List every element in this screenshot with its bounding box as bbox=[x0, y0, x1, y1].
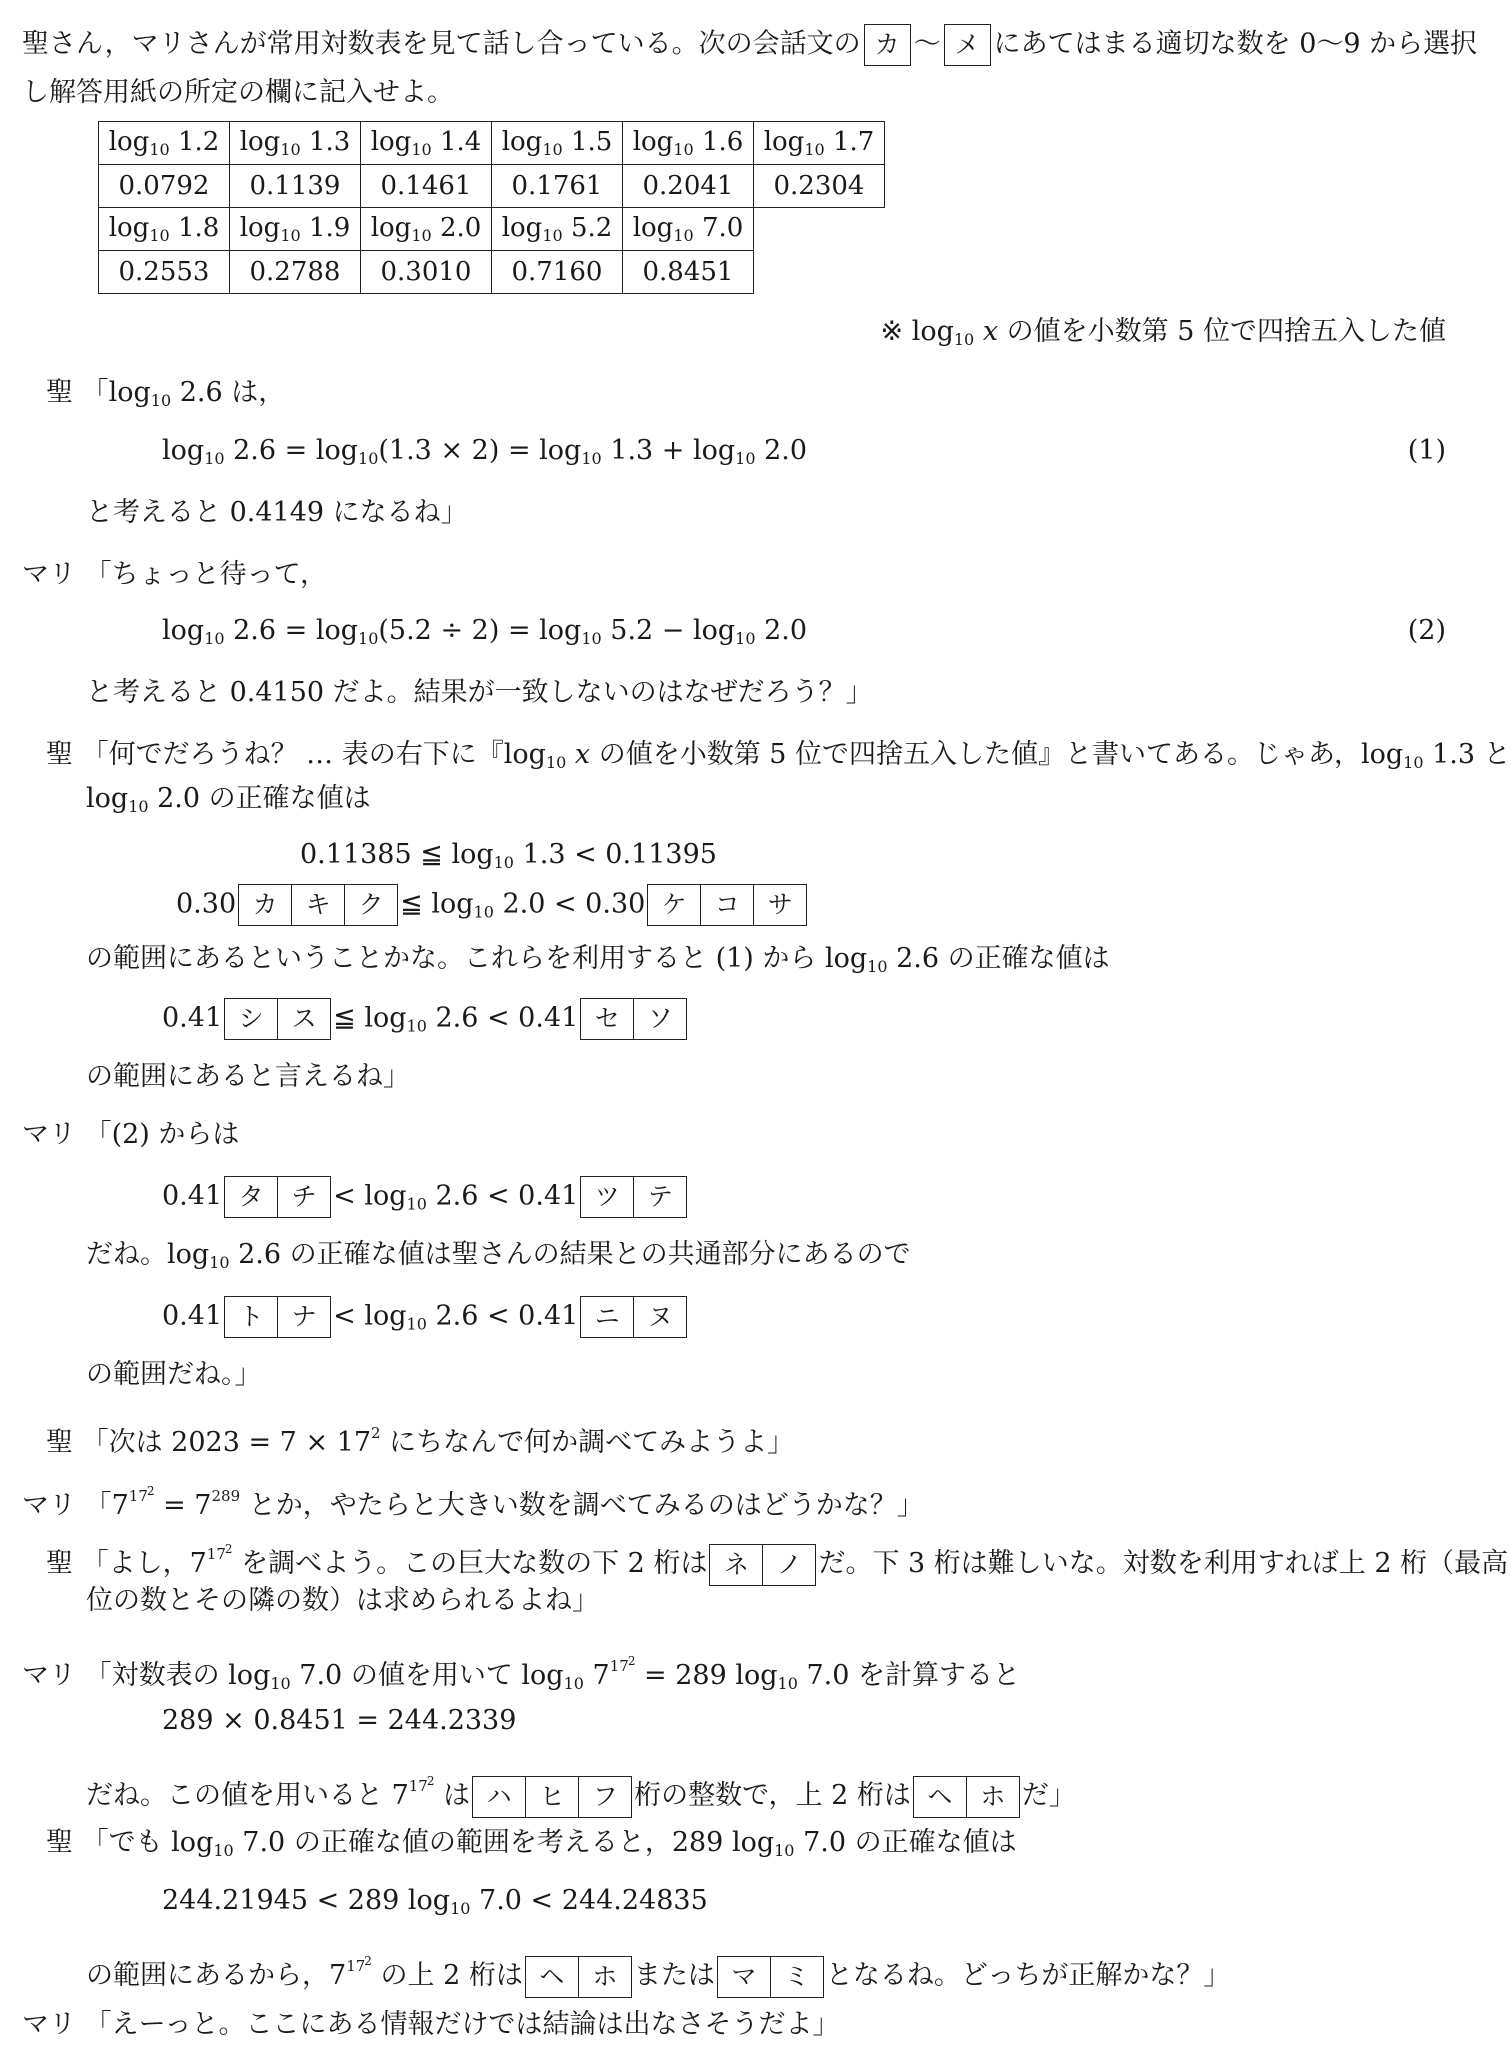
line-sei-2: 聖 「何でだろうね？ … 表の右下に『$\log_{10} x$ の値を小数第 5 位で四捨五入した値』と書いてある。じゃあ，$\log_{10} 1.3$ と bbox=[46, 736, 1511, 782]
intro-line-2: し解答用紙の所定の欄に記入せよ。 bbox=[22, 77, 454, 108]
speaker-mari: マリ bbox=[22, 1660, 76, 1691]
log-value: 0.8451 bbox=[623, 251, 754, 294]
answer-group-ma-mi: マ ミ bbox=[717, 1956, 824, 1998]
line-sei-2b: $\log_{10} 2.0$ の正確な値は bbox=[86, 783, 371, 816]
log-value: 0.2041 bbox=[623, 165, 754, 208]
speaker-mari: マリ bbox=[22, 1119, 76, 1150]
answer-group-tsu-te: ツ テ bbox=[580, 1176, 687, 1218]
equation-2: $\log_{10} 2.6 = \log_{10}(5.2 \div 2) = \log_{10} 5.2 - \log_{10} 2.0$ bbox=[162, 615, 808, 648]
line-mari-5: マリ 「えーっと。ここにある情報だけでは結論は出なさそうだよ」 bbox=[22, 2006, 840, 2044]
log-value: 0.7160 bbox=[492, 251, 623, 294]
answer-box-start: カ bbox=[864, 24, 911, 66]
log-label: $\log_{10} 7.0$ bbox=[623, 208, 754, 251]
answer-group-shi-su: シ ス bbox=[224, 998, 331, 1040]
inequality-1: 0.11385 ≦ $\log_{10} 1.3 < 0.11395$ bbox=[300, 839, 717, 872]
line-sei-1: 聖 「$\log_{10} 2.6$ は， bbox=[46, 374, 285, 420]
log-value: 0.2304 bbox=[754, 165, 885, 208]
speaker-sei: 聖 bbox=[46, 739, 73, 770]
log-table-row-2-values bbox=[99, 251, 885, 294]
log-value: 0.1761 bbox=[492, 165, 623, 208]
line-mari-4: マリ 「対数表の $\log_{10} 7.0$ の値を用いて $\log_{10} 7^{172} = 289$ $\log_{10} 7.0$ を計算すると bbox=[22, 1654, 1021, 1693]
line-sei-4b: 位の数とその隣の数）は求められるよね」 bbox=[86, 1585, 599, 1616]
answer-box-end: メ bbox=[944, 24, 991, 66]
log-value: 0.1139 bbox=[230, 165, 361, 208]
log-value: 0.3010 bbox=[361, 251, 492, 294]
speaker-sei: 聖 bbox=[46, 1827, 73, 1858]
line-sei-1b: と考えると 0.4149 になるね」 bbox=[86, 497, 468, 528]
log-table-row-1-values bbox=[99, 165, 885, 208]
tilde: 〜 bbox=[913, 28, 941, 60]
line-sei-5b: の範囲にあるから，$7^{172}$ の上 2 桁は ヘ ホ または マ ミ となるね。どっちが正解かな？」 bbox=[86, 1942, 1230, 1998]
intro-text-after: にあてはまる適切な数を 0〜9 から選択 bbox=[993, 28, 1478, 60]
answer-group-ta-chi: タ チ bbox=[224, 1176, 331, 1218]
calculation: 289 × 0.8451 = 244.2339 bbox=[162, 1705, 517, 1736]
log-label: $\log_{10} 1.6$ bbox=[623, 122, 754, 165]
answer-group-ni-nu: ニ ヌ bbox=[580, 1296, 687, 1338]
answer-group-ne-no: ネ ノ bbox=[709, 1544, 816, 1586]
log-value: 0.2553 bbox=[99, 251, 230, 294]
log-label: $\log_{10} 1.9$ bbox=[230, 208, 361, 251]
speaker-mari: マリ bbox=[22, 559, 76, 590]
inequality-3: 0.41 シ ス ≦ $\log_{10} 2.6 < 0.41$ セ ソ bbox=[162, 998, 689, 1046]
empty-cell bbox=[754, 251, 885, 294]
log-label: $\log_{10} 1.5$ bbox=[492, 122, 623, 165]
speaker-sei: 聖 bbox=[46, 1548, 73, 1579]
log-table-row-2-labels bbox=[99, 208, 885, 251]
line-mari-2b: だね。$\log_{10} 2.6$ の正確な値は聖さんの結果との共通部分にあるので bbox=[86, 1239, 911, 1272]
equation-1: $\log_{10} 2.6 = \log_{10}(1.3 \times 2) = \log_{10} 1.3 + \log_{10} 2.0$ bbox=[162, 435, 808, 468]
log-label: $\log_{10} 2.0$ bbox=[361, 208, 492, 251]
speaker-mari: マリ bbox=[22, 2009, 76, 2040]
log-value: 0.1461 bbox=[361, 165, 492, 208]
speaker-sei: 聖 bbox=[46, 1427, 73, 1458]
equation-1-number: (1) bbox=[1407, 435, 1446, 466]
answer-group-ke-ko-sa: ケ コ サ bbox=[647, 884, 807, 926]
equation-2-number: (2) bbox=[1407, 615, 1446, 646]
answer-group-he-ho: ヘ ホ bbox=[913, 1776, 1020, 1818]
log-label: $\log_{10} 5.2$ bbox=[492, 208, 623, 251]
inequality-4: 0.41 タ チ < $\log_{10} 2.6 < 0.41$ ツ テ bbox=[162, 1176, 689, 1224]
log-label: $\log_{10} 1.3$ bbox=[230, 122, 361, 165]
line-sei-2d: の範囲にあると言えるね」 bbox=[86, 1061, 410, 1092]
log-label: $\log_{10} 1.7$ bbox=[754, 122, 885, 165]
line-sei-4: 聖 「よし，$7^{172}$ を調べよう。この巨大な数の下 2 桁は ネ ノ だ。下 3 桁は難しいな。対数を利用すれば上 2 桁（最高 bbox=[46, 1530, 1508, 1586]
inequality-6: 244.21945 < 289 $\log_{10} 7.0 < 244.24835$ bbox=[162, 1885, 708, 1918]
line-sei-5: 聖 「でも $\log_{10} 7.0$ の正確な値の範囲を考えると，289 $\log_{10} 7.0$ の正確な値は bbox=[46, 1824, 1017, 1870]
answer-group-ka-ki-ku: カ キ ク bbox=[238, 884, 398, 926]
speaker-mari: マリ bbox=[22, 1490, 76, 1521]
line-mari-1b: と考えると 0.4150 だよ。結果が一致しないのはなぜだろう？」 bbox=[86, 677, 873, 708]
log-label: $\log_{10} 1.2$ bbox=[99, 122, 230, 165]
answer-group-se-so: セ ソ bbox=[580, 998, 687, 1040]
line-sei-3: 聖 「次は $2023 = 7 \times 17^2$ にちなんで何か調べてみようよ」 bbox=[46, 1414, 794, 1462]
line-mari-3: マリ 「$7^{172} = 7^{289}$ とか，やたらと大きい数を調べてみるのはどうかな？」 bbox=[22, 1472, 924, 1525]
log-label: $\log_{10} 1.4$ bbox=[361, 122, 492, 165]
speaker-sei: 聖 bbox=[46, 377, 73, 408]
log-table-row-1-labels bbox=[99, 122, 885, 165]
log-table bbox=[98, 121, 885, 294]
empty-cell bbox=[754, 208, 885, 251]
line-sei-2c: の範囲にあるということかな。これらを利用すると (1) から $\log_{10} 2.6$ の正確な値は bbox=[86, 943, 1110, 976]
answer-group-he-ho-2: ヘ ホ bbox=[525, 1956, 632, 1998]
log-value: 0.0792 bbox=[99, 165, 230, 208]
inequality-2: 0.30 カ キ ク ≦ $\log_{10} 2.0 < 0.30$ ケ コ サ bbox=[176, 884, 809, 932]
line-mari-1: マリ 「ちょっと待って， bbox=[22, 556, 327, 594]
table-note: ※ $\log_{10} x$ の値を小数第 5 位で四捨五入した値 bbox=[880, 316, 1446, 349]
line-mari-2c: の範囲だね。」 bbox=[86, 1359, 262, 1390]
intro-text: 聖さん，マリさんが常用対数表を見て話し合っている。次の会話文の bbox=[22, 28, 861, 60]
log-label: $\log_{10} 1.8$ bbox=[99, 208, 230, 251]
answer-group-ha-hi-fu: ハ ヒ フ bbox=[472, 1776, 632, 1818]
answer-group-to-na: ト ナ bbox=[224, 1296, 331, 1338]
line-mari-4b: だね。この値を用いると $7^{172}$ は ハ ヒ フ 桁の整数で，上 2 桁は ヘ ホ だ」 bbox=[86, 1762, 1076, 1818]
intro-line-1 bbox=[22, 24, 1477, 66]
line-mari-2: マリ 「(2) からは bbox=[22, 1116, 239, 1154]
log-value: 0.2788 bbox=[230, 251, 361, 294]
inequality-5: 0.41 ト ナ < $\log_{10} 2.6 < 0.41$ ニ ヌ bbox=[162, 1296, 689, 1344]
